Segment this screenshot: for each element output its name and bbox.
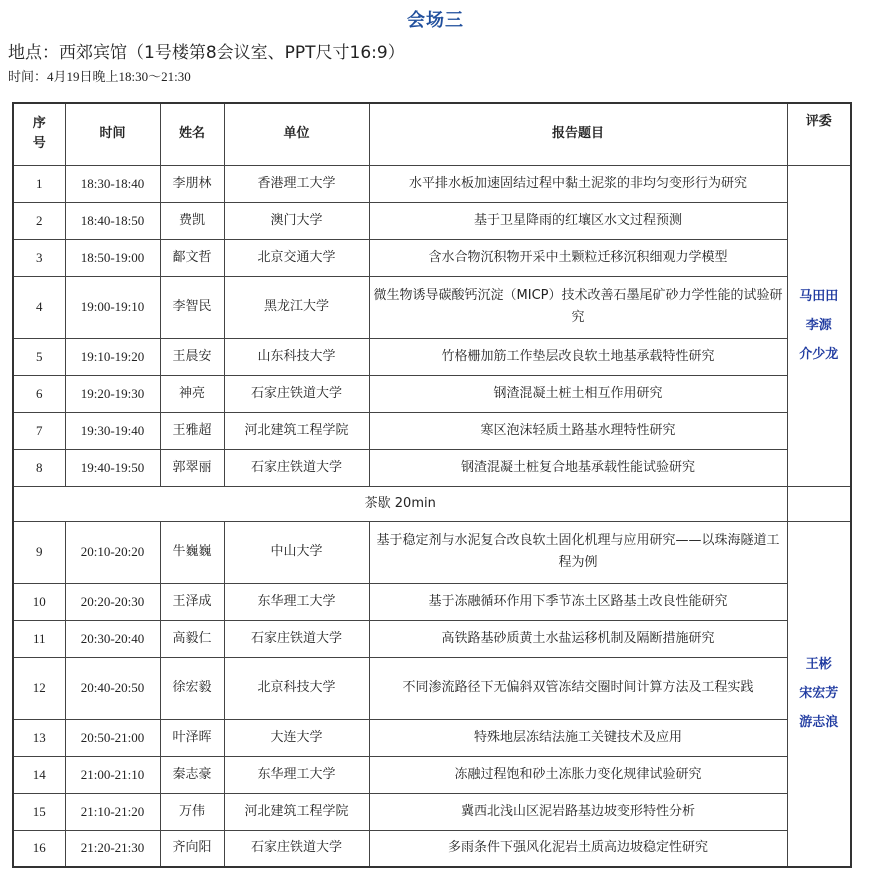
row-number: 4 (13, 276, 65, 338)
row-number: 8 (13, 449, 65, 486)
row-affiliation: 香港理工大学 (224, 165, 369, 202)
row-number: 16 (13, 830, 65, 867)
table-row (13, 375, 851, 412)
table-row (13, 830, 851, 867)
row-time: 21:10-21:20 (65, 793, 160, 830)
table-row (13, 756, 851, 793)
location-line: 地点：西郊宾馆（1号楼第8会议室、PPT尺寸16:9） (8, 43, 405, 63)
table-row (13, 165, 851, 202)
row-time: 20:50-21:00 (65, 719, 160, 756)
tea-break-label: 茶歇 20min (13, 486, 787, 521)
row-time: 19:30-19:40 (65, 412, 160, 449)
col-header-time: 时间 (65, 103, 160, 165)
page-title: 会场三 (407, 10, 464, 31)
row-number: 15 (13, 793, 65, 830)
row-time: 19:00-19:10 (65, 276, 160, 338)
row-report-title: 竹格栅加筋工作垫层改良软土地基承载特性研究 (369, 338, 787, 375)
row-affiliation: 中山大学 (224, 521, 369, 583)
table-header-row (13, 103, 851, 165)
row-number: 13 (13, 719, 65, 756)
row-time: 21:20-21:30 (65, 830, 160, 867)
row-report-title: 多雨条件下强风化泥岩土质高边坡稳定性研究 (369, 830, 787, 867)
row-affiliation: 河北建筑工程学院 (224, 412, 369, 449)
row-speaker-name: 王晨安 (160, 338, 224, 375)
row-speaker-name: 万伟 (160, 793, 224, 830)
row-speaker-name: 秦志豪 (160, 756, 224, 793)
row-time: 18:40-18:50 (65, 202, 160, 239)
row-report-title: 冀西北浅山区泥岩路基边坡变形特性分析 (369, 793, 787, 830)
row-speaker-name: 徐宏毅 (160, 657, 224, 719)
row-number: 14 (13, 756, 65, 793)
row-speaker-name: 王泽成 (160, 583, 224, 620)
table-row (13, 412, 851, 449)
table-row (13, 202, 851, 239)
col-header-unit: 单位 (224, 103, 369, 165)
row-affiliation: 石家庄铁道大学 (224, 375, 369, 412)
tea-break-row (13, 486, 851, 521)
row-time: 18:30-18:40 (65, 165, 160, 202)
row-time: 20:30-20:40 (65, 620, 160, 657)
row-speaker-name: 高毅仁 (160, 620, 224, 657)
judge-name: 游志浪 (799, 715, 839, 731)
row-report-title: 钢渣混凝土桩土相互作用研究 (369, 375, 787, 412)
row-affiliation: 山东科技大学 (224, 338, 369, 375)
row-affiliation: 东华理工大学 (224, 583, 369, 620)
row-number: 2 (13, 202, 65, 239)
table-row (13, 239, 851, 276)
row-report-title: 钢渣混凝土桩复合地基承载性能试验研究 (369, 449, 787, 486)
judge-name: 宋宏芳 (799, 686, 839, 702)
row-affiliation: 东华理工大学 (224, 756, 369, 793)
row-report-title: 基于卫星降雨的红壤区水文过程预测 (369, 202, 787, 239)
row-speaker-name: 牛巍巍 (160, 521, 224, 583)
schedule-table (12, 102, 852, 868)
row-number: 11 (13, 620, 65, 657)
col-header-topic: 报告题目 (369, 103, 787, 165)
row-time: 20:10-20:20 (65, 521, 160, 583)
row-affiliation: 石家庄铁道大学 (224, 830, 369, 867)
row-affiliation: 石家庄铁道大学 (224, 449, 369, 486)
col-header-no: 序号 (13, 103, 65, 165)
table-row (13, 793, 851, 830)
row-number: 10 (13, 583, 65, 620)
table-row (13, 338, 851, 375)
row-affiliation: 大连大学 (224, 719, 369, 756)
row-number: 9 (13, 521, 65, 583)
tea-break-judges-cell (787, 486, 851, 521)
row-report-title: 水平排水板加速固结过程中黏土泥浆的非均匀变形行为研究 (369, 165, 787, 202)
row-report-title: 基于冻融循环作用下季节冻土区路基土改良性能研究 (369, 583, 787, 620)
row-number: 7 (13, 412, 65, 449)
table-row (13, 657, 851, 719)
table-row (13, 521, 851, 583)
row-time: 20:20-20:30 (65, 583, 160, 620)
row-report-title: 高铁路基砂质黄土水盐运移机制及隔断措施研究 (369, 620, 787, 657)
row-affiliation: 北京科技大学 (224, 657, 369, 719)
row-time: 18:50-19:00 (65, 239, 160, 276)
table-row (13, 449, 851, 486)
judge-name: 王彬 (805, 657, 832, 673)
table-row (13, 276, 851, 338)
row-number: 3 (13, 239, 65, 276)
row-time: 19:10-19:20 (65, 338, 160, 375)
row-speaker-name: 王雅超 (160, 412, 224, 449)
judge-name: 马田田 (799, 289, 839, 304)
row-number: 1 (13, 165, 65, 202)
row-affiliation: 澳门大学 (224, 202, 369, 239)
row-report-title: 寒区泡沫轻质土路基水理特性研究 (369, 412, 787, 449)
row-report-title: 含水合物沉积物开采中土颗粒迁移沉积细观力学模型 (369, 239, 787, 276)
row-report-title: 特殊地层冻结法施工关键技术及应用 (369, 719, 787, 756)
row-affiliation: 石家庄铁道大学 (224, 620, 369, 657)
time-line: 时间：4月19日晚上18:30～21:30 (8, 69, 191, 84)
row-speaker-name: 李朋林 (160, 165, 224, 202)
col-header-name: 姓名 (160, 103, 224, 165)
col-header-judges: 评委 (787, 103, 851, 165)
row-number: 6 (13, 375, 65, 412)
table-row (13, 620, 851, 657)
row-time: 19:40-19:50 (65, 449, 160, 486)
row-speaker-name: 费凯 (160, 202, 224, 239)
judges-cell (787, 521, 851, 867)
row-report-title: 冻融过程饱和砂土冻胀力变化规律试验研究 (369, 756, 787, 793)
row-affiliation: 黑龙江大学 (224, 276, 369, 338)
judge-name: 李源 (805, 318, 832, 333)
table-row (13, 583, 851, 620)
row-time: 20:40-20:50 (65, 657, 160, 719)
row-speaker-name: 神亮 (160, 375, 224, 412)
row-speaker-name: 郭翠丽 (160, 449, 224, 486)
row-affiliation: 北京交通大学 (224, 239, 369, 276)
row-affiliation: 河北建筑工程学院 (224, 793, 369, 830)
row-speaker-name: 李智民 (160, 276, 224, 338)
table-row (13, 719, 851, 756)
row-speaker-name: 鄐文哲 (160, 239, 224, 276)
row-report-title: 不同渗流路径下无偏斜双管冻结交圈时间计算方法及工程实践 (369, 657, 787, 719)
row-speaker-name: 齐向阳 (160, 830, 224, 867)
row-report-title: 基于稳定剂与水泥复合改良软土固化机理与应用研究——以珠海隧道工程为例 (369, 521, 787, 583)
row-time: 19:20-19:30 (65, 375, 160, 412)
row-number: 12 (13, 657, 65, 719)
judges-cell (787, 165, 851, 486)
row-speaker-name: 叶泽晖 (160, 719, 224, 756)
row-number: 5 (13, 338, 65, 375)
judge-name: 介少龙 (799, 347, 839, 362)
row-report-title: 微生物诱导碳酸钙沉淀（MICP）技术改善石墨尾矿砂力学性能的试验研究 (369, 276, 787, 338)
row-time: 21:00-21:10 (65, 756, 160, 793)
